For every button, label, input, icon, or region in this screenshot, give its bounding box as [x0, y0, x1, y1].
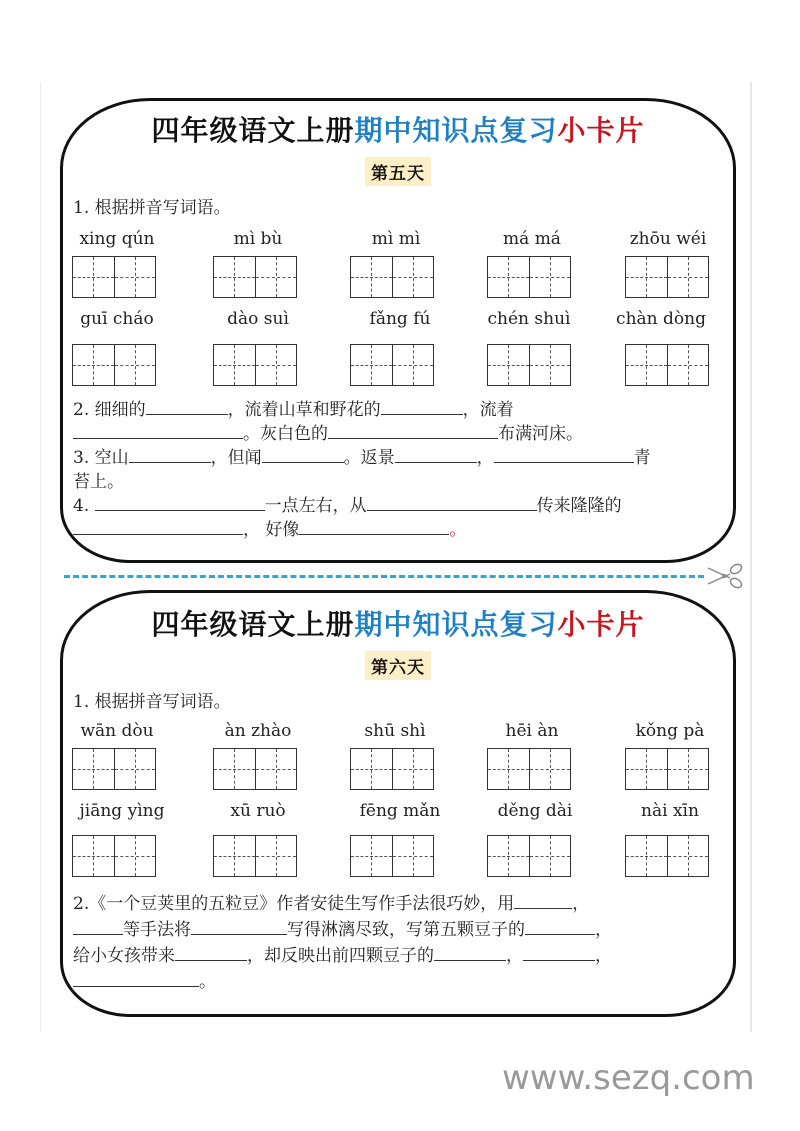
q-text: ， — [506, 946, 523, 966]
cut-line-divider — [64, 575, 704, 578]
q-text: ， — [595, 946, 612, 966]
q-text: ，但闻 — [210, 448, 262, 468]
day-badge: 第五天 — [365, 157, 431, 186]
question-2-line-1 — [73, 395, 514, 420]
answer-blank[interactable] — [73, 916, 123, 935]
question-1-label: 1. 根据拼音写词语。 — [73, 692, 231, 712]
pinyin-label: má má — [503, 229, 561, 249]
title-red-part: 小卡片 — [557, 114, 645, 147]
title-blue-part: 期中知识点复习 — [354, 608, 558, 641]
writing-grid[interactable] — [72, 256, 156, 298]
title-red-part: 小卡片 — [557, 608, 645, 641]
writing-grid[interactable] — [72, 835, 156, 877]
pinyin-label: děng dài — [497, 801, 573, 821]
writing-grid[interactable] — [350, 748, 434, 790]
q-text: 一点左右，从 — [264, 496, 367, 516]
pinyin-label: fēng mǎn — [359, 801, 441, 821]
pinyin-label: guī cháo — [80, 309, 154, 329]
answer-blank[interactable] — [299, 516, 449, 535]
answer-blank[interactable] — [73, 968, 199, 987]
writing-grid[interactable] — [487, 344, 571, 386]
q-text: ， — [572, 894, 590, 914]
writing-grid[interactable] — [213, 835, 297, 877]
pinyin-label: xing qún — [79, 229, 155, 249]
answer-blank[interactable] — [381, 396, 463, 415]
question-4-line-1 — [73, 491, 622, 516]
question-4-line-2 — [73, 515, 466, 540]
pinyin-label: wān dòu — [80, 721, 154, 741]
q-text: 。灰白色的 — [243, 424, 328, 444]
writing-grid[interactable] — [350, 256, 434, 298]
q-text: 布满河床。 — [498, 424, 583, 444]
q-text: ，流着山草和野花的 — [227, 400, 381, 420]
pinyin-label: xū ruò — [230, 801, 286, 821]
question-3-line-2: 苔上。 — [73, 472, 124, 492]
answer-blank[interactable] — [514, 890, 572, 909]
pinyin-label: hēi àn — [505, 721, 559, 741]
pinyin-label: mì mì — [371, 229, 421, 249]
writing-grid[interactable] — [487, 256, 571, 298]
question-2-line-2 — [73, 915, 612, 940]
q-text: 等手法将 — [123, 920, 191, 940]
writing-grid[interactable] — [625, 748, 709, 790]
answer-blank[interactable] — [494, 444, 634, 463]
writing-grid[interactable] — [213, 344, 297, 386]
pinyin-label: nài xīn — [641, 801, 699, 821]
pinyin-label: jiāng yìng — [79, 801, 165, 821]
writing-grid[interactable] — [487, 748, 571, 790]
pinyin-label: àn zhào — [224, 721, 292, 741]
answer-blank[interactable] — [175, 942, 247, 961]
writing-grid[interactable] — [350, 344, 434, 386]
q-text: 4. — [73, 496, 95, 516]
question-3-line-1 — [73, 443, 651, 468]
pinyin-label: mì bù — [233, 229, 283, 249]
q-text: 。 — [199, 972, 216, 992]
answer-blank[interactable] — [525, 916, 595, 935]
question-2-line-1 — [73, 889, 589, 914]
pinyin-label: zhōu wéi — [629, 229, 707, 249]
pinyin-label: chén shuì — [487, 309, 571, 329]
writing-grid[interactable] — [487, 835, 571, 877]
pinyin-label: shū shì — [364, 721, 426, 741]
answer-blank[interactable] — [73, 420, 243, 439]
card-title — [63, 603, 733, 643]
writing-grid[interactable] — [625, 835, 709, 877]
pinyin-label: fǎng fú — [369, 309, 431, 329]
writing-grid[interactable] — [213, 748, 297, 790]
question-2-line-3 — [73, 941, 612, 966]
title-black-part: 四年级语文上册 — [151, 608, 355, 641]
q-text: 2. 细细的 — [73, 400, 146, 420]
answer-blank[interactable] — [395, 444, 477, 463]
q-text: 。 — [449, 520, 467, 540]
day-badge: 第六天 — [365, 651, 431, 680]
answer-blank[interactable] — [262, 444, 344, 463]
answer-blank[interactable] — [434, 942, 506, 961]
q-text: 青 — [633, 448, 651, 468]
writing-grid[interactable] — [72, 748, 156, 790]
writing-grid[interactable] — [213, 256, 297, 298]
answer-blank[interactable] — [73, 516, 243, 535]
question-2-line-2 — [73, 419, 583, 444]
watermark: www.sezq.com — [502, 1058, 755, 1098]
q-text: 3. 空山 — [73, 448, 129, 468]
pinyin-label: chàn dòng — [616, 309, 706, 329]
q-text: ， — [476, 448, 494, 468]
writing-grid[interactable] — [72, 344, 156, 386]
writing-grid[interactable] — [625, 256, 709, 298]
answer-blank[interactable] — [129, 444, 211, 463]
title-black-part: 四年级语文上册 — [151, 114, 355, 147]
answer-blank[interactable] — [191, 916, 287, 935]
review-card-day-6 — [60, 590, 736, 1017]
pinyin-label: dào suì — [227, 309, 289, 329]
question-1-label: 1. 根据拼音写词语。 — [73, 198, 231, 218]
answer-blank[interactable] — [523, 942, 595, 961]
q-text: ，流着 — [462, 400, 514, 420]
writing-grid[interactable] — [350, 835, 434, 877]
answer-blank[interactable] — [146, 396, 228, 415]
answer-blank[interactable] — [328, 420, 498, 439]
q-text: ， — [595, 920, 612, 940]
q-text: 给小女孩带来 — [73, 946, 175, 966]
review-card-day-5 — [60, 98, 736, 563]
answer-blank[interactable] — [95, 492, 265, 511]
pinyin-label: kǒng pà — [635, 721, 705, 741]
scissors-icon — [706, 562, 746, 590]
q-text: ，却反映出前四颗豆子的 — [247, 946, 434, 966]
q-text: 。返景 — [343, 448, 395, 468]
card-title — [63, 109, 733, 149]
answer-blank[interactable] — [367, 492, 537, 511]
q-text: 传来隆隆的 — [536, 496, 622, 516]
q-text: 写得淋漓尽致，写第五颗豆子的 — [287, 920, 525, 940]
q-text: 2.《一个豆荚里的五粒豆》作者安徒生写作手法很巧妙，用 — [73, 894, 515, 914]
q-text: ， 好像 — [243, 520, 300, 540]
question-2-line-4 — [73, 967, 216, 992]
title-blue-part: 期中知识点复习 — [354, 114, 558, 147]
writing-grid[interactable] — [625, 344, 709, 386]
